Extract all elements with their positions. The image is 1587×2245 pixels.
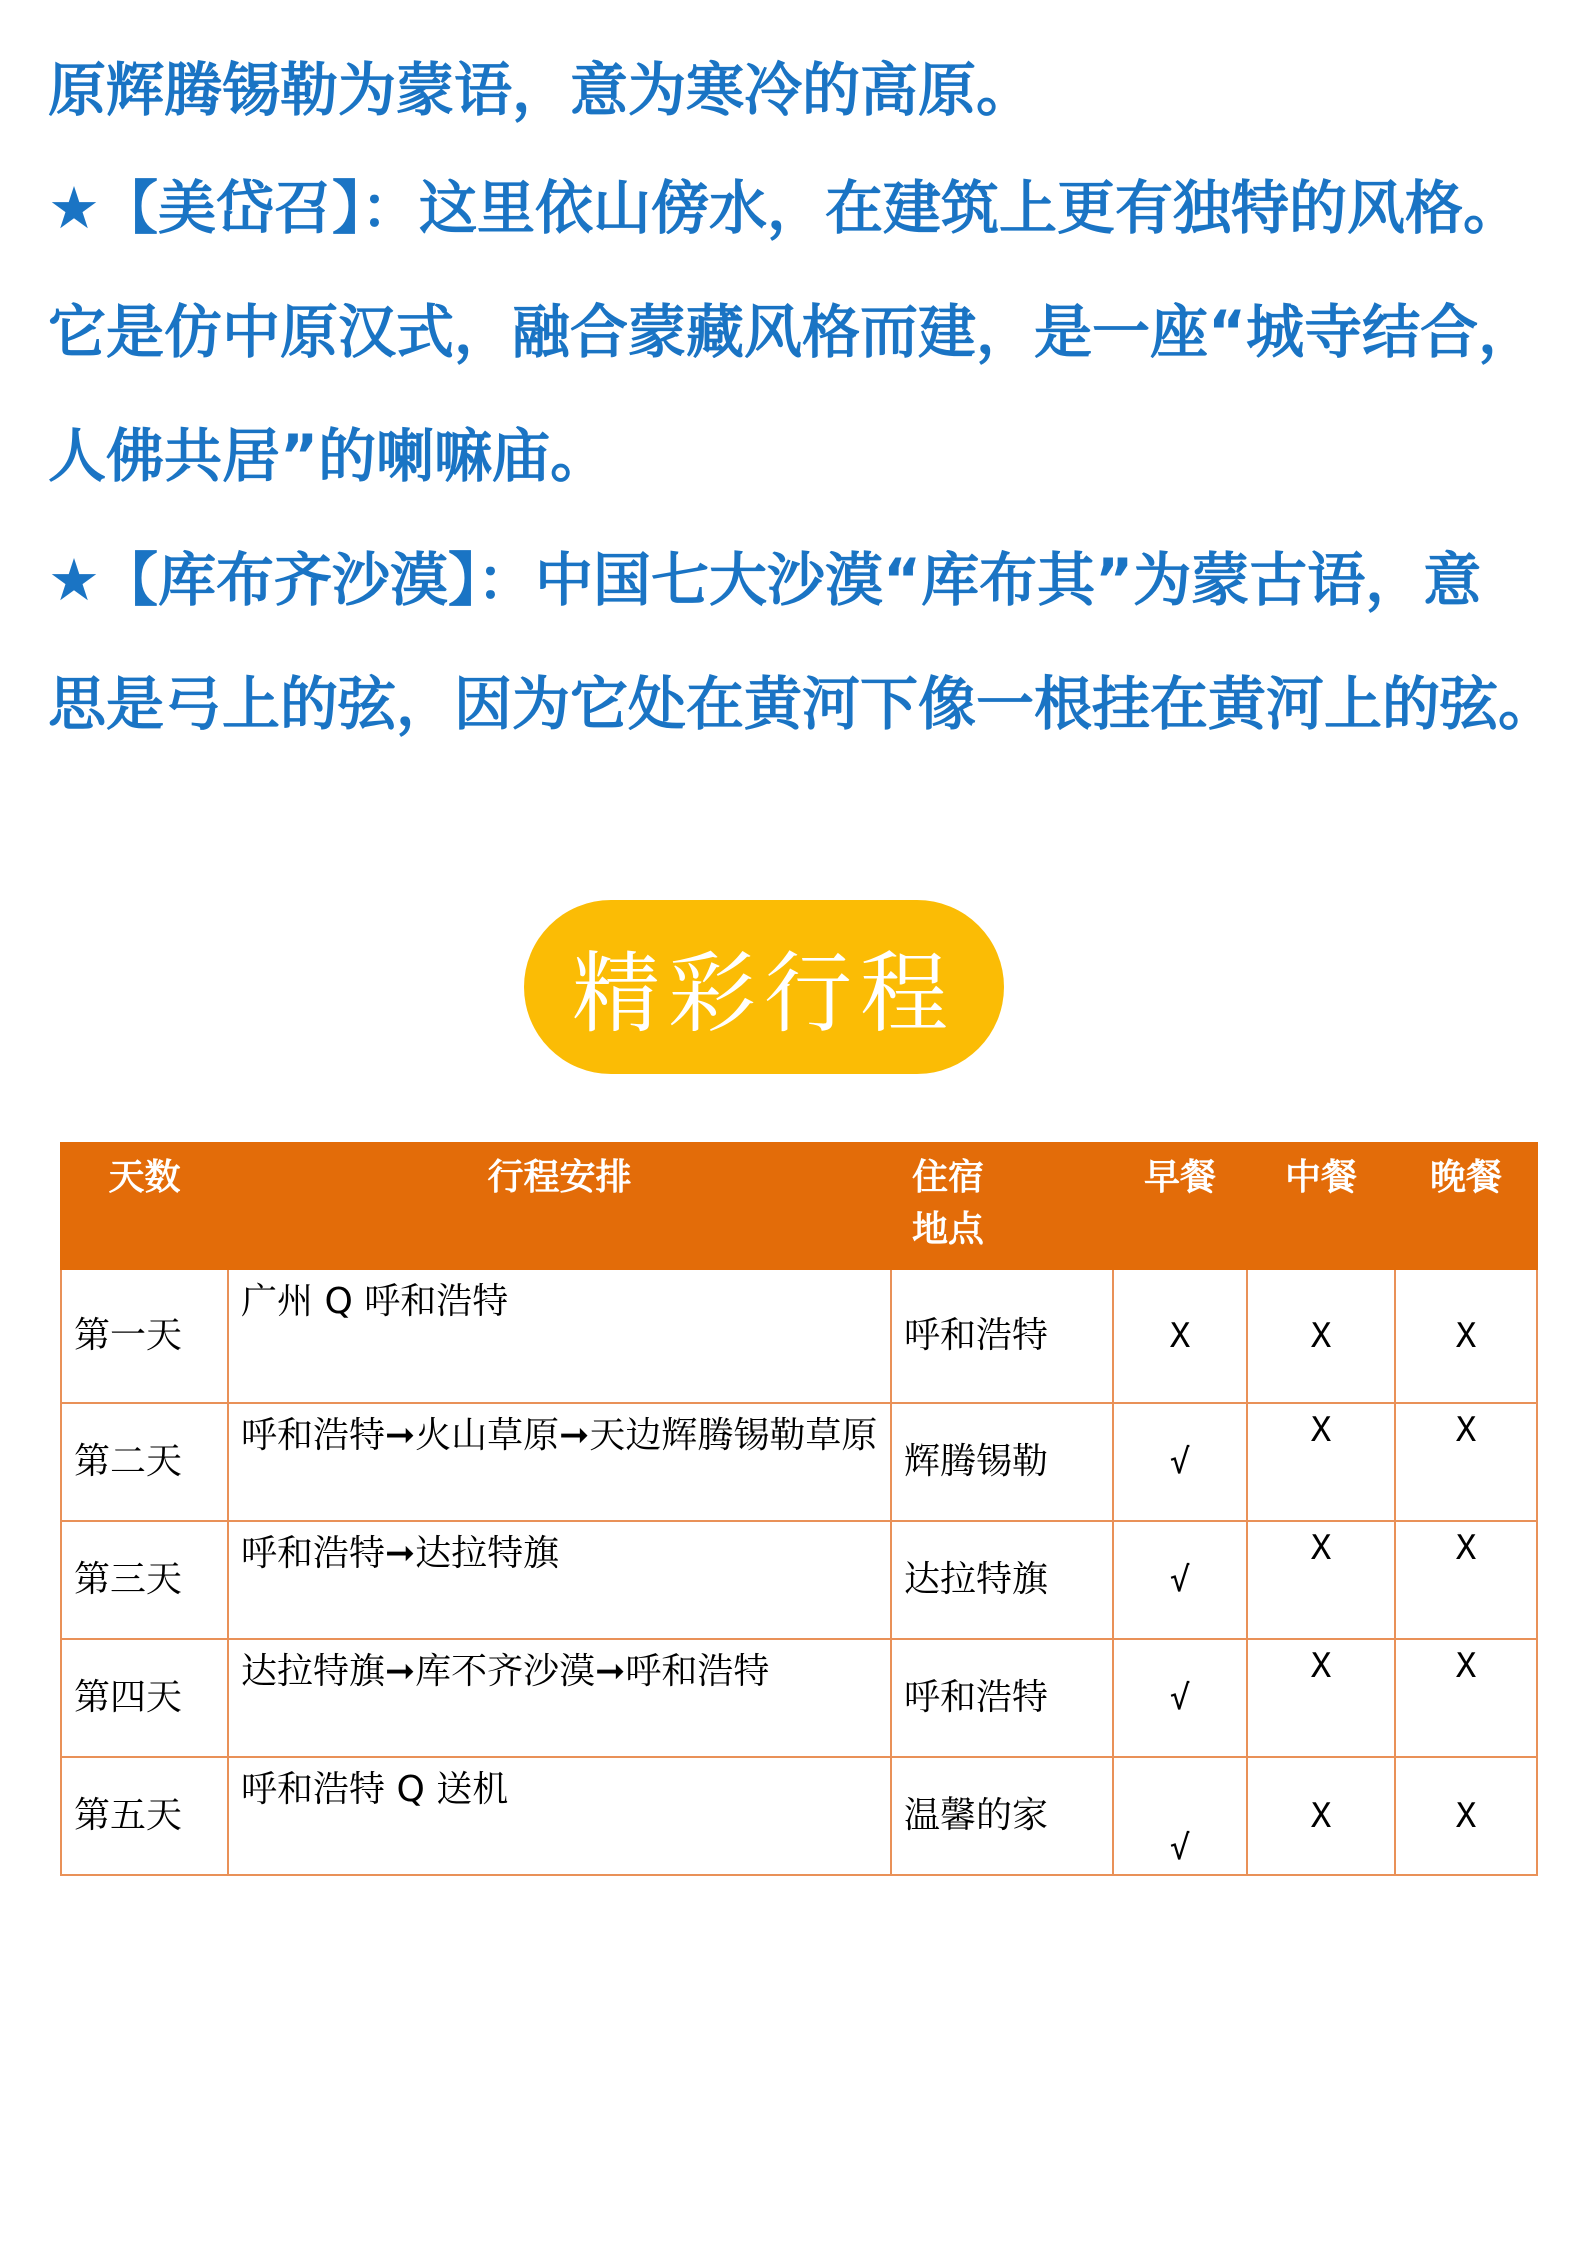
cell-lunch: X [1247,1269,1395,1403]
intro-line: ★【库布齐沙漠】：中国七大沙漠“库布其”为蒙古语，意 [48,546,1482,614]
cell-breakfast: √ [1113,1757,1247,1875]
section-title-badge [524,900,1004,1074]
cell-lunch: X [1247,1403,1395,1521]
cell-breakfast: √ [1113,1521,1247,1639]
intro-line: ★【美岱召】：这里依山傍水，在建筑上更有独特的风格。 [48,174,1521,242]
header-lodging-line1: 住宿 [912,1157,985,1198]
header-day: 天数 [61,1143,228,1269]
cell-lodging: 温馨的家 [891,1757,1113,1875]
cell-route: 广州 Q 呼和浩特 [228,1269,891,1403]
cell-breakfast: √ [1113,1403,1247,1521]
header-breakfast: 早餐 [1113,1143,1247,1269]
cell-dinner: X [1395,1269,1537,1403]
cell-dinner: X [1395,1521,1537,1639]
cell-lunch: X [1247,1757,1395,1875]
cell-dinner: X [1395,1403,1537,1521]
table-row [61,1639,1537,1757]
header-dinner: 晚餐 [1395,1143,1537,1269]
cell-breakfast: √ [1113,1639,1247,1757]
cell-day: 第一天 [61,1269,228,1403]
cell-lodging: 呼和浩特 [891,1639,1113,1757]
table-row [61,1757,1537,1875]
cell-lunch: X [1247,1639,1395,1757]
cell-lodging: 达拉特旗 [891,1521,1113,1639]
intro-line: 原辉腾锡勒为蒙语，意为寒冷的高原。 [48,56,1035,124]
section-title: 精彩行程 [571,942,956,1045]
cell-day: 第二天 [61,1403,228,1521]
cell-lodging: 呼和浩特 [891,1269,1113,1403]
header-lodging-line2: 地点 [912,1209,985,1250]
table-row [61,1403,1537,1521]
cell-route: 呼和浩特➞火山草原➞天边辉腾锡勒草原 [228,1403,891,1521]
cell-route: 达拉特旗➞库不齐沙漠➞呼和浩特 [228,1639,891,1757]
cell-day: 第四天 [61,1639,228,1757]
cell-breakfast: X [1113,1269,1247,1403]
header-lunch: 中餐 [1247,1143,1395,1269]
intro-line: 人佛共居”的喇嘛庙。 [48,422,609,490]
cell-day: 第三天 [61,1521,228,1639]
itinerary-table [60,1142,1538,1876]
header-route: 行程安排 [228,1143,891,1269]
intro-text [48,40,1558,766]
intro-line: 它是仿中原汉式，融合蒙藏风格而建，是一座“城寺结合， [48,298,1537,366]
table-row [61,1521,1537,1639]
cell-route: 呼和浩特 Q 送机 [228,1757,891,1875]
cell-dinner: X [1395,1639,1537,1757]
header-lodging [891,1143,1113,1269]
table-header-row [61,1143,1537,1269]
cell-route: 呼和浩特➞达拉特旗 [228,1521,891,1639]
cell-lodging: 辉腾锡勒 [891,1403,1113,1521]
cell-dinner: X [1395,1757,1537,1875]
cell-lunch: X [1247,1521,1395,1639]
cell-day: 第五天 [61,1757,228,1875]
intro-line: 思是弓上的弦，因为它处在黄河下像一根挂在黄河上的弦。 [48,670,1557,738]
table-row [61,1269,1537,1403]
